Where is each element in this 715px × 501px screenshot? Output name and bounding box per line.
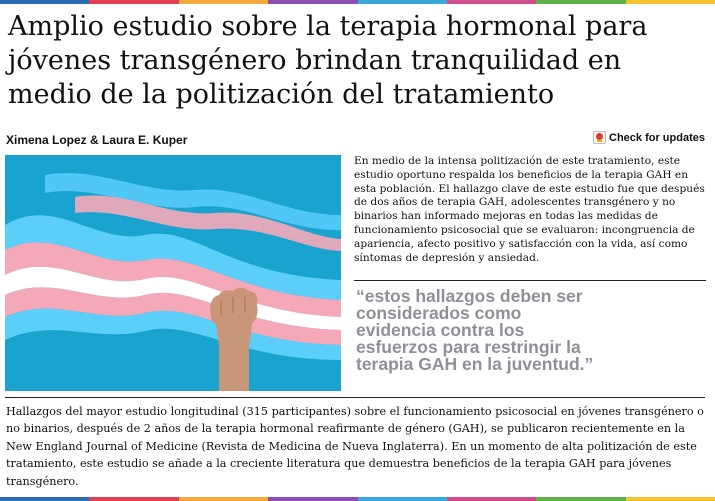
accent-segment: [179, 0, 268, 4]
accent-segment: [89, 0, 178, 4]
accent-segment: [0, 497, 89, 501]
raised-arm: [216, 315, 252, 391]
accent-segment: [358, 0, 447, 4]
bottom-accent-bar: [0, 497, 715, 501]
accent-segment: [179, 497, 268, 501]
check-for-updates-label: Check for updates: [609, 131, 705, 144]
accent-segment: [536, 0, 625, 4]
accent-segment: [626, 497, 715, 501]
divider: [354, 280, 706, 281]
accent-segment: [358, 497, 447, 501]
accent-segment: [447, 0, 536, 4]
article-authors: Ximena Lopez & Laura E. Kuper: [6, 133, 188, 147]
intro-paragraph: En medio de la intensa politización de este tratamiento, este estudio oportuno respalda los beneficios de la terapia GAH en esta población. El hallazgo clave de este estudio fue que después de dos años de terapia GAH, adolescentes transgénero y no binarios han informado mejoras en todas las medidas de funcionamiento psicosocial que se evaluaron: incongruencia de apariencia, afecto positivo y satisfacción con la vida, así como síntomas de depresión y ansiedad.: [354, 155, 705, 264]
accent-segment: [626, 0, 715, 4]
check-for-updates-icon: [593, 131, 606, 144]
accent-segment: [268, 0, 357, 4]
accent-segment: [536, 497, 625, 501]
accent-segment: [447, 497, 536, 501]
body-paragraph: Hallazgos del mayor estudio longitudinal (315 participantes) sobre el funcionamiento psicosocial en jóvenes transgénero o no binarios, después de 2 años de la terapia hormonal reafirmante de género (GAH), se publicaron recientemente en la New England Journal of Medicine (Revista de Medicina de Nueva Inglaterra). En un momento de alta politización de este tratamiento, este estudio se añade a la creciente literatura que demuestra beneficios de la terapia GAH para jóvenes transgénero.: [6, 405, 704, 488]
article-title: Amplio estudio sobre la terapia hormonal para jóvenes transgénero brindan tranquilidad en medio de la politización del tratamiento: [8, 11, 648, 110]
accent-segment: [89, 497, 178, 501]
accent-segment: [0, 0, 89, 4]
pull-quote: “estos hallazgos deben ser considerados como evidencia contra los esfuerzos para restringir la terapia GAH en la juventud.”: [356, 286, 594, 374]
raised-fist-trans-flag-illustration: [5, 155, 341, 391]
top-accent-bar: [0, 0, 715, 4]
check-for-updates-button[interactable]: [593, 131, 705, 144]
divider: [5, 397, 705, 398]
accent-segment: [268, 497, 357, 501]
